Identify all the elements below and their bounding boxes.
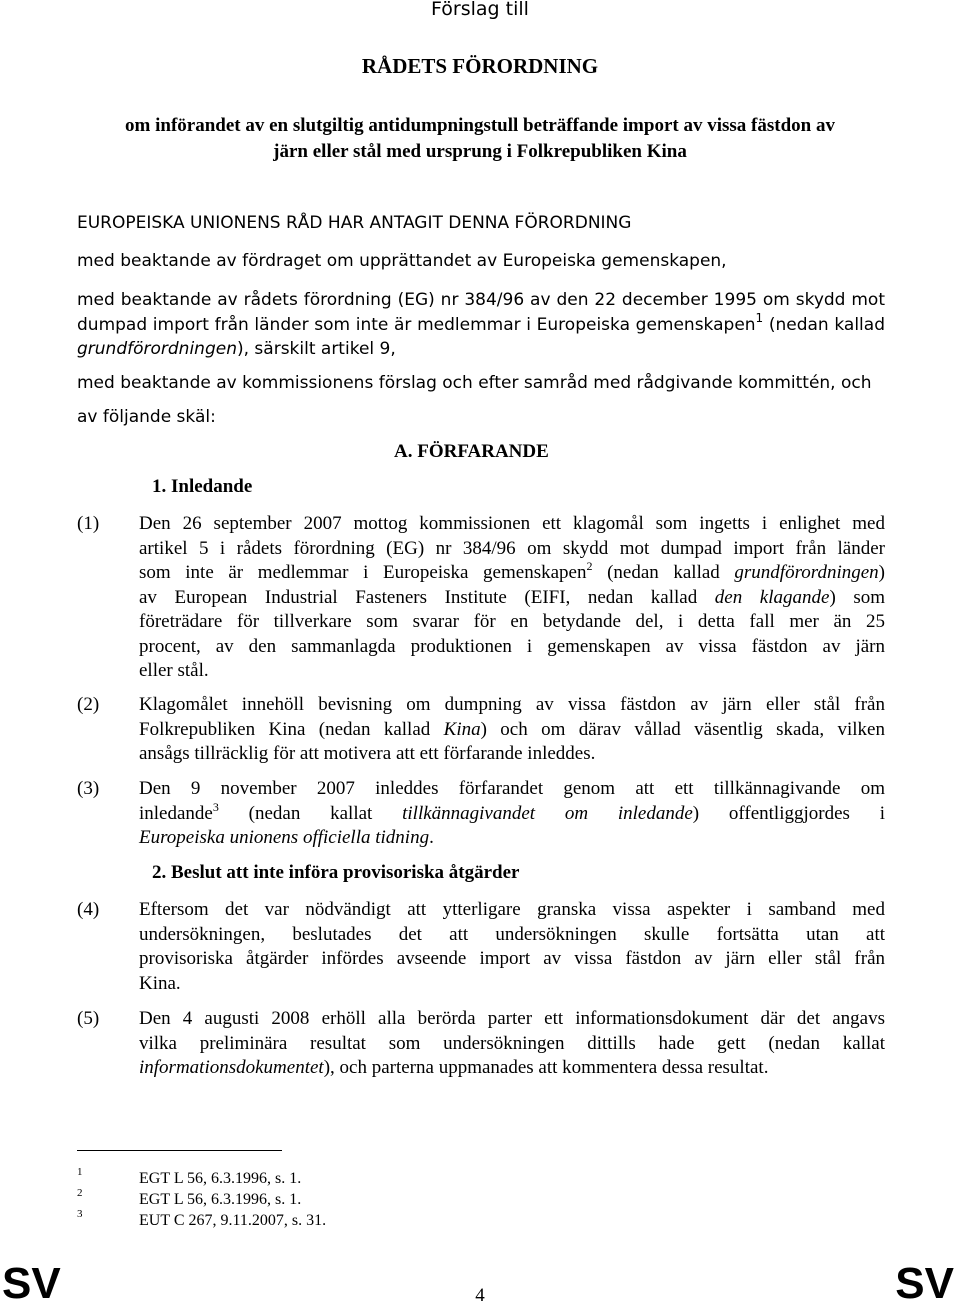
recital-line: Den 26 september 2007 mottog kommissionen ett klagomål som ingetts i enlighet med bbox=[139, 513, 885, 534]
recital-number: (3) bbox=[77, 778, 100, 799]
section-2-heading: 2. Beslut att inte införa provisoriska åtgärder bbox=[152, 862, 520, 883]
recital-line bbox=[139, 586, 885, 611]
recital-body bbox=[139, 777, 885, 851]
treaty-citation: med beaktande av fördraget om upprättandet av Europeiska gemenskapen, bbox=[77, 251, 727, 271]
regulation-line-3-text: ), särskilt artikel 9, bbox=[236, 339, 396, 359]
recital-number: (5) bbox=[77, 1008, 100, 1029]
recital-line: Den 9 november 2007 inleddes förfarandet genom att ett tillkännagivande om bbox=[139, 778, 885, 799]
recital-line bbox=[139, 826, 885, 851]
recital-body bbox=[139, 512, 885, 684]
recital-term: Kina bbox=[443, 718, 481, 740]
footnote-number: 3 bbox=[77, 1208, 83, 1220]
doc-type-heading: RÅDETS FÖRORDNING bbox=[361, 54, 599, 78]
recital-line: företrädare för tillverkare som svarar för en betydande del, i detta fall mer än 25 bbox=[139, 611, 885, 632]
section-a-heading: A. FÖRFARANDE bbox=[394, 441, 549, 462]
recital-line: procent, av den sammanlagda produktionen i gemenskapen av vissa fästdon av järn bbox=[139, 635, 885, 657]
recital-line-text: . bbox=[429, 827, 434, 848]
recital-line: eller stål. bbox=[139, 660, 209, 681]
footnote-text: EGT L 56, 6.3.1996, s. 1. bbox=[139, 1191, 302, 1208]
recital-line-text: ) offentliggjordes i bbox=[692, 802, 885, 824]
footnote-text: EGT L 56, 6.3.1996, s. 1. bbox=[139, 1170, 302, 1187]
recital-line: Den 4 augusti 2008 erhöll alla berörda parter ett informationsdokument där det angavs bbox=[139, 1008, 885, 1029]
recital-line-text: av European Industrial Fasteners Institute (EIFI, nedan kallad bbox=[139, 586, 715, 608]
recital-line: artikel 5 i rådets förordning (EG) nr 384/96 om skydd mot dumpad import från länder bbox=[139, 537, 885, 559]
recital-line bbox=[139, 799, 885, 827]
footnote-ref-3[interactable]: 3 bbox=[212, 799, 219, 814]
footnote-ref-2[interactable]: 2 bbox=[586, 559, 593, 573]
recital-number: (4) bbox=[77, 899, 100, 920]
regulation-line-2-text: dumpad import från länder som inte är medlemmar i Europeiska gemenskapen bbox=[77, 314, 756, 335]
footnote-ref-1[interactable]: 1 bbox=[755, 310, 764, 325]
recital-line-text: ) och om därav vållad väsentlig skada, vilken bbox=[480, 718, 885, 740]
regulation-citation bbox=[77, 288, 885, 362]
title-line-2: järn eller stål med ursprung i Folkrepubliken Kina bbox=[273, 141, 687, 162]
recital-line-text: (nedan kallad bbox=[592, 562, 735, 583]
recital-body bbox=[139, 693, 885, 767]
regulation-line-1: med beaktande av rådets förordning (EG) nr 384/96 av den 22 december 1995 om skydd mot bbox=[77, 290, 885, 310]
proposal-label: Förslag till bbox=[431, 0, 529, 20]
recital-body bbox=[139, 1007, 885, 1081]
adopted-statement: EUROPEISKA UNIONENS RÅD HAR ANTAGIT DENNA FÖRORDNING bbox=[77, 213, 632, 233]
recital-line-text: ), och parterna uppmanades att kommentera dessa resultat. bbox=[323, 1057, 769, 1078]
recital-line-text: inledande bbox=[139, 802, 213, 824]
recital-line-text: (nedan kallat bbox=[218, 802, 403, 824]
recital-term: tillkännagivandet om inledande bbox=[402, 802, 693, 824]
regulation-title bbox=[0, 113, 960, 165]
footnote-separator bbox=[77, 1150, 282, 1151]
regulation-line-2-tail: (nedan kallad bbox=[763, 314, 885, 335]
language-code-right: SV bbox=[895, 1259, 954, 1308]
recital-line: Klagomålet innehöll bevisning om dumpning av vissa fästdon av järn eller stål från bbox=[139, 694, 885, 715]
recital-line bbox=[139, 1056, 885, 1081]
recital-line: provisoriska åtgärder infördes avseende import av vissa fästdon av järn eller stål från bbox=[139, 948, 885, 969]
recital-term: grundförordningen bbox=[734, 562, 879, 583]
recital-line: Eftersom det var nödvändigt att ytterligare granska vissa aspekter i samband med bbox=[139, 899, 885, 920]
reasons-intro: av följande skäl: bbox=[77, 407, 216, 427]
recital-term: informationsdokumentet bbox=[139, 1057, 324, 1078]
footnote-number: 1 bbox=[77, 1166, 83, 1178]
recital-body bbox=[139, 898, 885, 996]
title-line-1: om införandet av en slutgiltig antidumpningstull beträffande import av vissa fästdon av bbox=[125, 115, 835, 136]
regulation-line-3 bbox=[77, 337, 885, 362]
recital-line bbox=[139, 718, 885, 743]
recital-line-text: ) som bbox=[829, 586, 886, 608]
grundforordningen-term: grundförordningen bbox=[77, 339, 237, 359]
recital-line: undersökningen, beslutades det att undersökningen skulle fortsätta utan att bbox=[139, 923, 885, 945]
recital-term: den klagande bbox=[714, 586, 830, 608]
regulation-line-2 bbox=[77, 310, 885, 338]
recital-line-text: som inte är medlemmar i Europeiska gemenskapen bbox=[139, 562, 587, 583]
recital-line-text: Folkrepubliken Kina (nedan kallad bbox=[139, 718, 444, 740]
page-number: 4 bbox=[475, 1285, 485, 1306]
recital-line: Kina. bbox=[139, 972, 181, 994]
recital-line: ansågs tillräcklig för att motivera att ett förfarande inleddes. bbox=[139, 743, 596, 764]
footnote-number: 2 bbox=[77, 1187, 83, 1199]
recital-line: vilka preliminära resultat som undersökningen dittills hade gett (nedan kallat bbox=[139, 1032, 885, 1054]
recital-number: (1) bbox=[77, 513, 100, 534]
recital-term: Europeiska unionens officiella tidning bbox=[139, 827, 430, 848]
footnote-text: EUT C 267, 9.11.2007, s. 31. bbox=[139, 1212, 327, 1229]
section-1-heading: 1. Inledande bbox=[152, 476, 253, 497]
recital-line bbox=[139, 561, 885, 586]
recital-line-text: ) bbox=[878, 562, 885, 583]
proposal-citation: med beaktande av kommissionens förslag och efter samråd med rådgivande kommittén, och bbox=[77, 373, 872, 393]
language-code-left: SV bbox=[2, 1259, 61, 1308]
recital-number: (2) bbox=[77, 694, 100, 715]
